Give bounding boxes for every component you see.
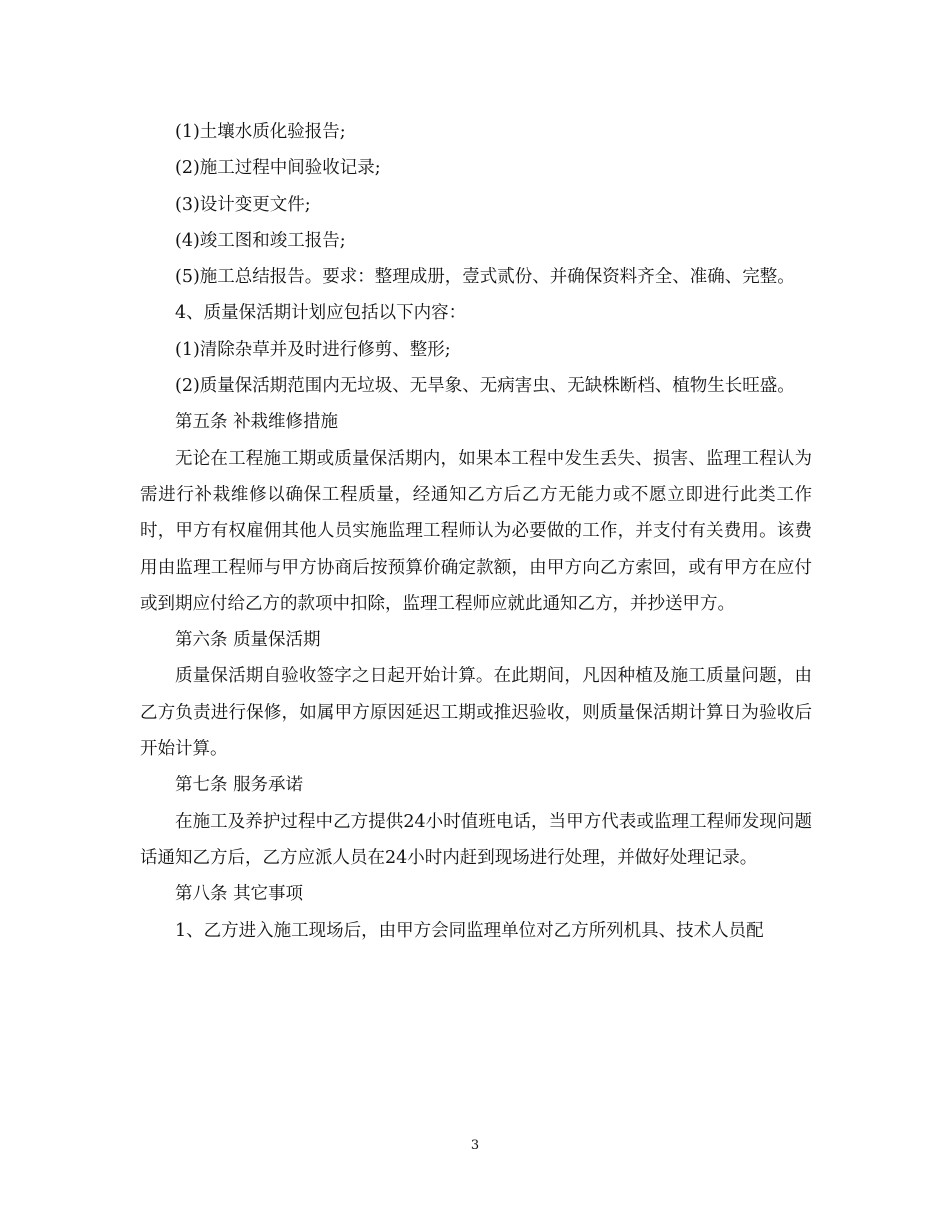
- list-item-weeding-pruning: (1)清除杂草并及时进行修剪、整形;: [175, 339, 451, 360]
- section-heading-article-8: 第八条 其它事项: [175, 884, 304, 905]
- list-item-soil-water-report: (1)土壤水质化验报告;: [175, 122, 346, 142]
- paragraph-article-8-item-1: 1、乙方进入施工现场后，由甲方会同监理单位对乙方所列机具、技术人员配: [175, 920, 764, 941]
- list-item-construction-summary: (5)施工总结报告。要求：整理成册，壹式贰份、并确保资料齐全、准确、完整。: [175, 267, 795, 288]
- page-number: 3: [470, 1138, 480, 1153]
- paragraph-article-7-body: 在施工及养护过程中乙方提供24小时值班电话，当甲方代表或监理工程师发现问题话通知乙方后，乙方应派人员在24小时内赶到现场进行处理，并做好处理记录。: [140, 811, 812, 868]
- section-heading-article-7: 第七条 服务承诺: [175, 775, 304, 796]
- paragraph-article-5-body: 无论在工程施工期或质量保活期内，如果本工程中发生丢失、损害、监理工程认为需进行补栽维修以确保工程质量，经通知乙方后乙方无能力或不愿立即进行此类工作时，甲方有权雇佣其他人员实施监理工程师认为必要做的工作，并支付有关费用。该费用由监理工程师与甲方协商后按预算价确定款额，由甲方向乙方索回，或有甲方在应付或到期应付给乙方的款项中扣除，监理工程师应就此通知乙方，并抄送甲方。: [140, 448, 812, 614]
- section-heading-article-6: 第六条 质量保活期: [175, 630, 321, 651]
- paragraph-warranty-plan-intro: 4、质量保活期计划应包括以下内容：: [175, 303, 467, 324]
- list-item-design-change: (3)设计变更文件;: [175, 194, 311, 215]
- document-body: [140, 114, 812, 949]
- paragraph-article-6-body: 质量保活期自验收签字之日起开始计算。在此期间，凡因种植及施工质量问题，由乙方负责进行保修，如属甲方原因延迟工期或推迟验收，则质量保活期计算日为验收后开始计算。: [140, 666, 812, 760]
- section-heading-article-5: 第五条 补栽维修措施: [175, 412, 339, 433]
- list-item-warranty-scope: (2)质量保活期范围内无垃圾、无旱象、无病害虫、无缺株断档、植物生长旺盛。: [175, 376, 795, 397]
- list-item-intermediate-acceptance: (2)施工过程中间验收记录;: [175, 158, 381, 179]
- list-item-completion-drawings: (4)竣工图和竣工报告;: [175, 230, 346, 251]
